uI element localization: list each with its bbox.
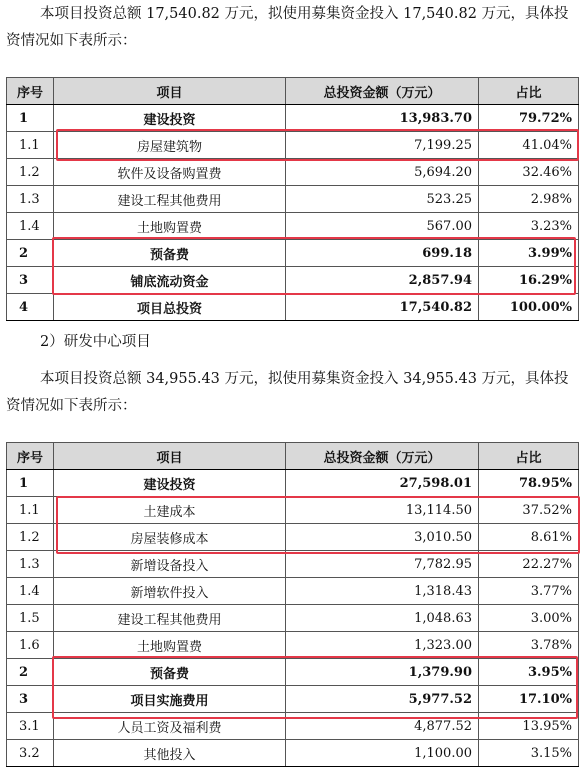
table-row (7, 578, 579, 605)
row-number: 1.4 (7, 578, 54, 605)
row-pct: 3.99% (479, 240, 579, 267)
table-header-row (7, 78, 579, 105)
row-item: 土建成本 (54, 497, 286, 524)
table-row (7, 105, 579, 132)
row-number: 2 (7, 240, 54, 267)
row-item: 项目实施费用 (54, 686, 286, 713)
row-amount: 699.18 (286, 240, 479, 267)
table-row (7, 740, 579, 767)
row-number: 1.2 (7, 524, 54, 551)
table-row (7, 186, 579, 213)
row-pct: 79.72% (479, 105, 579, 132)
header-pct: 占比 (479, 78, 579, 105)
row-pct: 13.95% (479, 713, 579, 740)
row-amount: 1,379.90 (286, 659, 479, 686)
header-pct: 占比 (479, 443, 579, 470)
intro-paragraph-1: 本项目投资总额 17,540.82 万元，拟使用募集资金投入 17,540.82 万元，具体投资情况如下表所示： (6, 6, 569, 49)
header-item: 项目 (54, 443, 286, 470)
row-pct: 3.15% (479, 740, 579, 767)
row-number: 3 (7, 686, 54, 713)
row-number: 1.6 (7, 632, 54, 659)
row-number: 1.1 (7, 132, 54, 159)
row-amount: 17,540.82 (286, 294, 479, 321)
row-amount: 1,100.00 (286, 740, 479, 767)
header-no: 序号 (7, 78, 54, 105)
row-pct: 17.10% (479, 686, 579, 713)
row-number: 1.1 (7, 497, 54, 524)
row-pct: 3.77% (479, 578, 579, 605)
row-number: 1 (7, 470, 54, 497)
row-pct: 3.95% (479, 659, 579, 686)
row-item: 新增设备投入 (54, 551, 286, 578)
row-pct: 2.98% (479, 186, 579, 213)
investment-table-2 (6, 442, 579, 767)
row-amount: 7,199.25 (286, 132, 479, 159)
row-amount: 13,114.50 (286, 497, 479, 524)
investment-table-1 (6, 77, 579, 321)
row-item: 其他投入 (54, 740, 286, 767)
row-number: 1.3 (7, 186, 54, 213)
row-pct: 16.29% (479, 267, 579, 294)
row-number: 1.4 (7, 213, 54, 240)
row-item: 预备费 (54, 659, 286, 686)
section-heading-rd-center: 2）研发中心项目 (40, 334, 151, 350)
row-item: 新增软件投入 (54, 578, 286, 605)
row-amount: 567.00 (286, 213, 479, 240)
table-row (7, 713, 579, 740)
table-row (7, 213, 579, 240)
table-row (7, 470, 579, 497)
table-row (7, 240, 579, 267)
header-no: 序号 (7, 443, 54, 470)
table-row (7, 524, 579, 551)
row-amount: 13,983.70 (286, 105, 479, 132)
row-amount: 3,010.50 (286, 524, 479, 551)
table-row (7, 659, 579, 686)
row-pct: 3.00% (479, 605, 579, 632)
row-item: 土地购置费 (54, 213, 286, 240)
row-pct: 3.23% (479, 213, 579, 240)
row-amount: 1,048.63 (286, 605, 479, 632)
row-amount: 2,857.94 (286, 267, 479, 294)
row-item: 铺底流动资金 (54, 267, 286, 294)
row-pct: 8.61% (479, 524, 579, 551)
row-item: 建设工程其他费用 (54, 605, 286, 632)
table-row (7, 632, 579, 659)
table-row (7, 159, 579, 186)
row-pct: 3.78% (479, 632, 579, 659)
table-row (7, 267, 579, 294)
row-pct: 32.46% (479, 159, 579, 186)
header-item: 项目 (54, 78, 286, 105)
table-row (7, 605, 579, 632)
row-item: 房屋装修成本 (54, 524, 286, 551)
row-number: 1.5 (7, 605, 54, 632)
row-number: 1 (7, 105, 54, 132)
row-amount: 5,694.20 (286, 159, 479, 186)
row-number: 1.3 (7, 551, 54, 578)
row-amount: 5,977.52 (286, 686, 479, 713)
row-item: 房屋建筑物 (54, 132, 286, 159)
row-number: 3.2 (7, 740, 54, 767)
table-header-row (7, 443, 579, 470)
row-item: 建设工程其他费用 (54, 186, 286, 213)
row-amount: 1,318.43 (286, 578, 479, 605)
row-number: 1.2 (7, 159, 54, 186)
header-amount: 总投资金额（万元） (286, 443, 479, 470)
row-pct: 22.27% (479, 551, 579, 578)
intro-paragraph-2: 本项目投资总额 34,955.43 万元，拟使用募集资金投入 34,955.43 万元，具体投资情况如下表所示： (6, 371, 569, 414)
row-amount: 27,598.01 (286, 470, 479, 497)
row-number: 2 (7, 659, 54, 686)
row-amount: 4,877.52 (286, 713, 479, 740)
row-number: 4 (7, 294, 54, 321)
row-pct: 37.52% (479, 497, 579, 524)
table-row (7, 497, 579, 524)
row-item: 建设投资 (54, 470, 286, 497)
table-row (7, 686, 579, 713)
row-pct: 41.04% (479, 132, 579, 159)
row-item: 软件及设备购置费 (54, 159, 286, 186)
table-row (7, 551, 579, 578)
row-number: 3 (7, 267, 54, 294)
row-pct: 100.00% (479, 294, 579, 321)
row-item: 建设投资 (54, 105, 286, 132)
row-pct: 78.95% (479, 470, 579, 497)
row-amount: 523.25 (286, 186, 479, 213)
table-row (7, 132, 579, 159)
row-number: 3.1 (7, 713, 54, 740)
row-item: 人员工资及福利费 (54, 713, 286, 740)
row-item: 土地购置费 (54, 632, 286, 659)
header-amount: 总投资金额（万元） (286, 78, 479, 105)
row-amount: 7,782.95 (286, 551, 479, 578)
row-amount: 1,323.00 (286, 632, 479, 659)
row-item: 项目总投资 (54, 294, 286, 321)
table-row (7, 294, 579, 321)
row-item: 预备费 (54, 240, 286, 267)
